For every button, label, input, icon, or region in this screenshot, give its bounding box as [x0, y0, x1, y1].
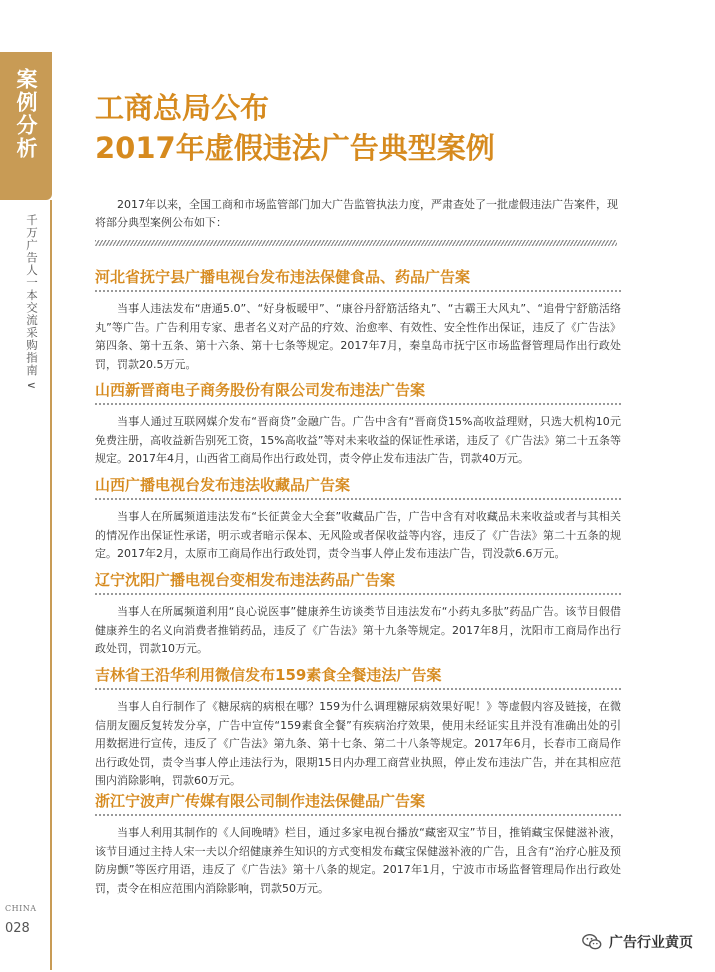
dotted-divider: [95, 688, 621, 690]
section-tab: [0, 52, 52, 200]
case-item: [95, 474, 621, 564]
section-tab-label: 案例分析: [14, 68, 38, 160]
dotted-divider: [95, 290, 621, 292]
case-item: [95, 664, 621, 791]
dotted-divider: [95, 403, 621, 405]
page-title: [95, 88, 495, 168]
case-body: 当事人利用其制作的《人间晚晴》栏目，通过多家电视台播放“藏密双宝”节目，推销藏宝保健滋补液，该节目通过主持人宋一夫以介绍健康养生知识的方式变相发布藏宝保健滋补液的广告，且含有“治疗心脏及预防房颤”等医疗用语，违反了《广告法》第十八条的规定。2017年1月，宁波市市场监督管理局作出行政处罚，责令在相应范围内消除影响，罚款50万元。: [95, 826, 621, 895]
intro-paragraph: 2017年以来，全国工商和市场监管部门加大广告监管执法力度，严肃查处了一批虚假违法广告案件，现将部分典型案例公布如下：: [95, 198, 618, 229]
case-body: 当事人在所属频道利用“良心说医事”健康养生访谈类节目违法发布“小药丸多肽”药品广告。该节目假借健康养生的名义向消费者推销药品，违反了《广告法》第十九条等规定。2017年8月，沈阳市工商局作出行政处罚，罚款10万元。: [95, 605, 621, 655]
section-subtitle: 千万广告人一本交流采购指南 ∨: [25, 214, 39, 391]
dotted-divider: [95, 593, 621, 595]
case-item: [95, 266, 621, 374]
case-title: 河北省抚宁县广播电视台发布违法保健食品、药品广告案: [95, 268, 471, 286]
case-title: 山西广播电视台发布违法收藏品广告案: [95, 476, 351, 494]
page-title-line1: 工商总局公布: [95, 91, 270, 125]
source-watermark: [581, 931, 693, 953]
case-body: 当事人自行制作了《糖尿病的病根在哪？159为什么调理糖尿病效果好呢！》等虚假内容及链接，在微信朋友圈反复转发分享，广告中宣传“159素食全餐”有疾病治疗效果，使用未经证实且并没有准确出处的引用数据进行宣传，违反了《广告法》第九条、第十七条、第二十八条等规定。2017年6月，长春市工商局作出行政处罚，责令当事人停止违法行为，限期15日内办理工商营业执照，停止发布违法广告，并在其相应范围内消除影响，罚款60万元。: [95, 700, 621, 787]
watermark-label: 广告行业黄页: [609, 935, 693, 951]
case-item: [95, 379, 621, 469]
page-number: 028: [5, 921, 30, 936]
hatched-divider: [95, 240, 617, 246]
wechat-icon: [581, 931, 603, 953]
case-body: 当事人在所属频道违法发布“长征黄金大全套”收藏品广告，广告中含有对收藏品未来收益或者与其相关的情况作出保证性承诺，明示或者暗示保本、无风险或者保收益等内容，违反了《广告法》第二十五条的规定。2017年2月，太原市工商局作出行政处罚，责令当事人停止发布违法广告，罚没款6.6万元。: [95, 510, 621, 560]
case-body: 当事人通过互联网媒介发布“晋商贷”金融广告。广告中含有“晋商贷15%高收益理财，只选大机构10元免费注册，高收益新告别死工资，15%高收益”等对未来收益的保证性承诺，违反了《广告法》第二十五条等规定。2017年4月，山西省工商局作出行政处罚，责令停止发布违法广告，罚款40万元。: [95, 415, 621, 465]
case-body: 当事人违法发布“唐通5.0”、“好身板暖甲”、“康谷丹舒筋活络丸”、“古霸王大风丸”、“追骨宁舒筋活络丸”等广告。广告利用专家、患者名义对产品的疗效、治愈率、有效性、安全性作出保证，违反了《广告法》第四条、第十五条、第十六条、第十七条等规定。2017年7月，秦皇岛市抚宁区市场监督管理局作出行政处罚，罚款20.5万元。: [95, 302, 621, 371]
case-title: 辽宁沈阳广播电视台变相发布违法药品广告案: [95, 571, 396, 589]
case-title: 浙江宁波声广传媒有限公司制作违法保健品广告案: [95, 792, 426, 810]
case-title: 吉林省王沿华利用微信发布159素食全餐违法广告案: [95, 666, 442, 684]
case-item: [95, 790, 621, 898]
dotted-divider: [95, 814, 621, 816]
page-title-line2: 2017年虚假违法广告典型案例: [95, 131, 495, 165]
margin-rule: [50, 200, 52, 970]
case-item: [95, 569, 621, 659]
magazine-logo: CHINA: [5, 904, 37, 913]
case-title: 山西新晋商电子商务股份有限公司发布违法广告案: [95, 381, 426, 399]
dotted-divider: [95, 498, 621, 500]
